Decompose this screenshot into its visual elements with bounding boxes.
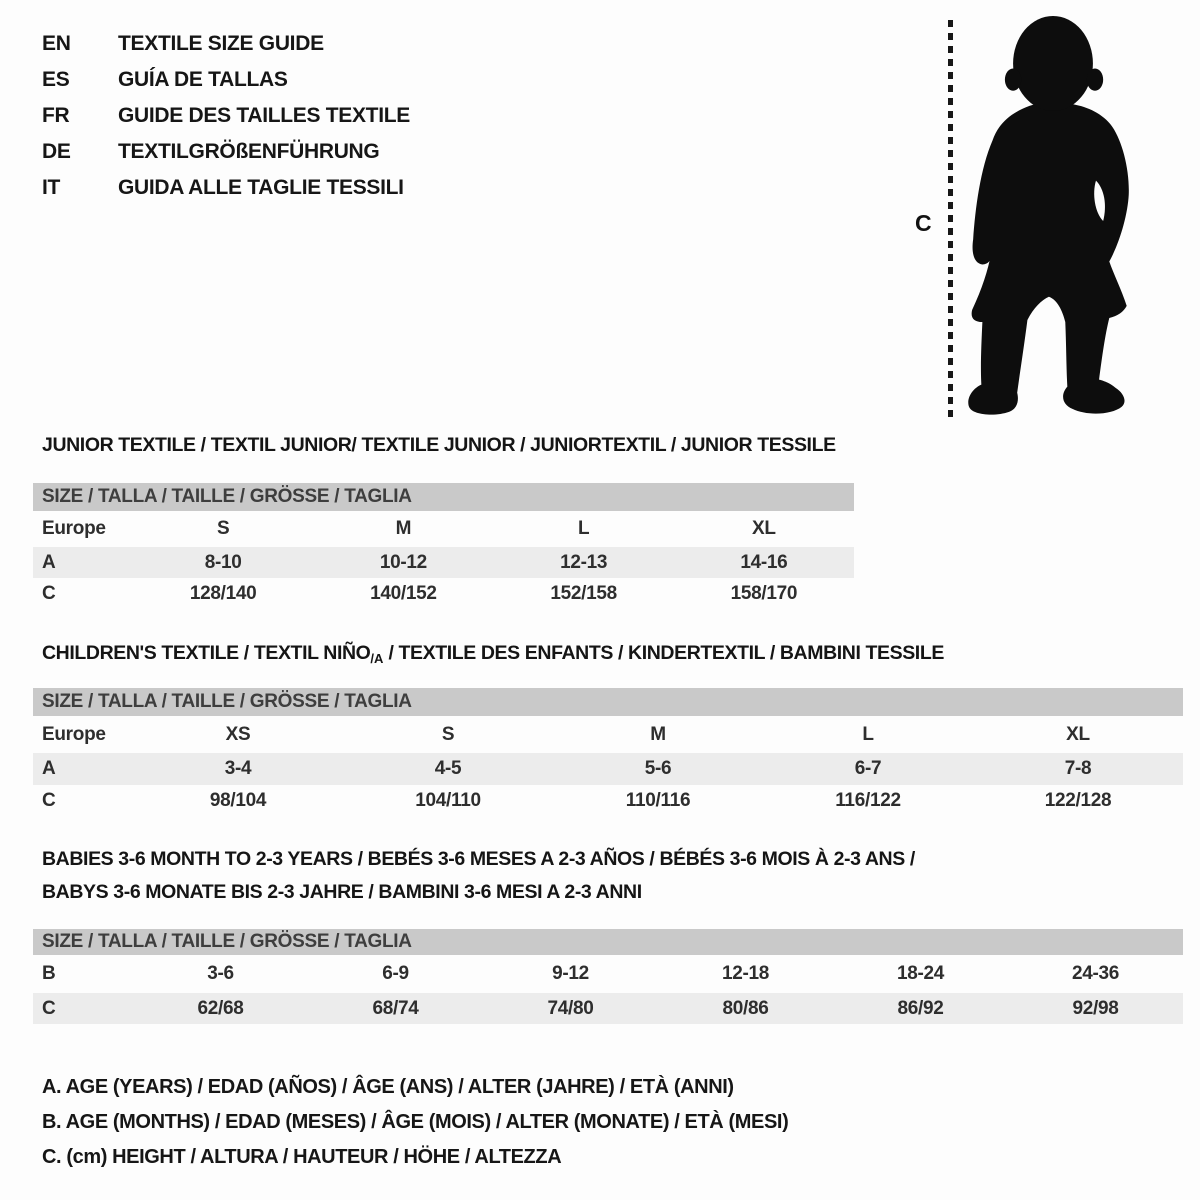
language-title: TEXTILGRÖßENFÜHRUNG xyxy=(118,140,380,163)
column-header: L xyxy=(862,723,874,745)
value-cell: 6-9 xyxy=(382,963,409,984)
table-row xyxy=(33,511,854,547)
children-size-table xyxy=(33,716,1183,817)
legend-line-a: A. AGE (YEARS) / EDAD (AÑOS) / ÂGE (ANS) / ALTER (JAHRE) / ETÀ (ANNI) xyxy=(42,1076,734,1098)
babies-title-line1: BABIES 3-6 MONTH TO 2-3 YEARS / BEBÉS 3-6 MESES A 2-3 AÑOS / BÉBÉS 3-6 MOIS À 2-3 ANS / xyxy=(42,848,915,870)
value-cell: 5-6 xyxy=(644,758,672,779)
value-cell: 104/110 xyxy=(415,790,481,811)
value-cell: 74/80 xyxy=(547,997,594,1019)
value-cell: 98/104 xyxy=(209,790,267,811)
children-size-header-bar: SIZE / TALLA / TAILLE / GRÖSSE / TAGLIA xyxy=(33,688,1183,716)
value-cell: 9-12 xyxy=(552,963,589,984)
value-cell: 158/170 xyxy=(730,582,798,604)
value-cell: 68/74 xyxy=(372,997,419,1019)
babies-size-table xyxy=(33,955,1183,1024)
language-code: EN xyxy=(42,32,71,55)
value-cell: 86/92 xyxy=(897,997,944,1019)
children-section-title xyxy=(42,642,944,666)
row-label: C xyxy=(42,790,56,811)
toddler-silhouette-icon xyxy=(966,15,1140,419)
value-cell: 8-10 xyxy=(204,551,242,573)
language-title: GUIDE DES TAILLES TEXTILE xyxy=(118,104,410,127)
language-row xyxy=(42,62,410,98)
table-row xyxy=(33,716,1183,753)
language-row xyxy=(42,134,410,170)
value-cell: 110/116 xyxy=(625,790,691,811)
language-row xyxy=(42,26,410,62)
column-header: XL xyxy=(1066,723,1090,745)
children-title-text: / TEXTILE DES ENFANTS / KINDERTEXTIL / BAMBINI TESSILE xyxy=(383,642,944,664)
children-title-subscript: /A xyxy=(370,651,384,666)
value-cell: 152/158 xyxy=(550,582,617,604)
legend-line-b: B. AGE (MONTHS) / EDAD (MESES) / ÂGE (MOIS) / ALTER (MONATE) / ETÀ (MESI) xyxy=(42,1111,789,1133)
column-header: M xyxy=(395,518,412,539)
language-row xyxy=(42,98,410,134)
value-cell: 14-16 xyxy=(740,551,788,573)
value-cell: 3-6 xyxy=(207,963,234,984)
value-cell: 116/122 xyxy=(835,790,901,811)
row-label: B xyxy=(42,963,56,984)
column-header: L xyxy=(577,518,590,539)
babies-title-line2: BABYS 3-6 MONATE BIS 2-3 JAHRE / BAMBINI 3-6 MESI A 2-3 ANNI xyxy=(42,881,642,903)
language-title-list xyxy=(42,26,410,206)
value-cell: 24-36 xyxy=(1071,963,1120,984)
language-code: DE xyxy=(42,140,71,163)
language-code: ES xyxy=(42,68,70,91)
language-row xyxy=(42,170,410,206)
table-row xyxy=(33,753,1183,785)
language-title: GUIDA ALLE TAGLIE TESSILI xyxy=(118,176,404,199)
table-row xyxy=(33,993,1183,1024)
babies-size-table-block xyxy=(33,929,1183,1024)
language-title: TEXTILE SIZE GUIDE xyxy=(118,32,324,55)
value-cell: 7-8 xyxy=(1064,758,1092,779)
junior-size-table-block xyxy=(33,483,854,609)
value-cell: 92/98 xyxy=(1072,997,1119,1019)
language-title: GUÍA DE TALLAS xyxy=(118,68,288,91)
value-cell: 4-5 xyxy=(434,758,462,779)
value-cell: 18-24 xyxy=(896,963,945,984)
column-header: S xyxy=(441,723,455,745)
row-label: Europe xyxy=(42,723,106,745)
babies-section-title xyxy=(42,843,915,909)
table-row xyxy=(33,547,854,578)
value-cell: 12-18 xyxy=(721,963,770,984)
children-size-table-block xyxy=(33,688,1183,817)
legend-line-c: C. (cm) HEIGHT / ALTURA / HAUTEUR / HÖHE / ALTEZZA xyxy=(42,1146,562,1168)
value-cell: 122/128 xyxy=(1044,790,1112,811)
table-row xyxy=(33,955,1183,993)
value-cell: 6-7 xyxy=(854,758,882,779)
column-header: M xyxy=(650,723,666,745)
babies-size-header-bar: SIZE / TALLA / TAILLE / GRÖSSE / TAGLIA xyxy=(33,929,1183,955)
value-cell: 10-12 xyxy=(379,551,427,573)
height-measure-dashed-line xyxy=(948,20,953,417)
table-row xyxy=(33,785,1183,817)
row-label: Europe xyxy=(42,518,106,539)
value-cell: 128/140 xyxy=(189,582,257,604)
value-cell: 62/68 xyxy=(197,997,244,1019)
children-title-text: CHILDREN'S TEXTILE / TEXTIL NIÑO xyxy=(42,642,371,664)
row-label: A xyxy=(42,758,56,779)
row-label: A xyxy=(42,551,56,573)
junior-size-header-bar: SIZE / TALLA / TAILLE / GRÖSSE / TAGLIA xyxy=(33,483,854,511)
language-code: FR xyxy=(42,104,70,127)
value-cell: 80/86 xyxy=(722,997,769,1019)
measure-legend xyxy=(42,1070,788,1175)
table-row xyxy=(33,578,854,609)
language-code: IT xyxy=(42,176,61,199)
value-cell: 140/152 xyxy=(370,582,437,604)
column-header: XS xyxy=(225,723,251,745)
column-header: S xyxy=(216,518,230,539)
junior-size-table xyxy=(33,511,854,609)
row-label: C xyxy=(42,582,56,604)
value-cell: 12-13 xyxy=(560,551,608,573)
value-cell: 3-4 xyxy=(224,758,252,779)
height-measure-label: C xyxy=(915,210,932,236)
junior-section-title: JUNIOR TEXTILE / TEXTIL JUNIOR/ TEXTILE JUNIOR / JUNIORTEXTIL / JUNIOR TESSILE xyxy=(42,434,836,456)
row-label: C xyxy=(42,997,56,1019)
column-header: XL xyxy=(752,518,776,539)
